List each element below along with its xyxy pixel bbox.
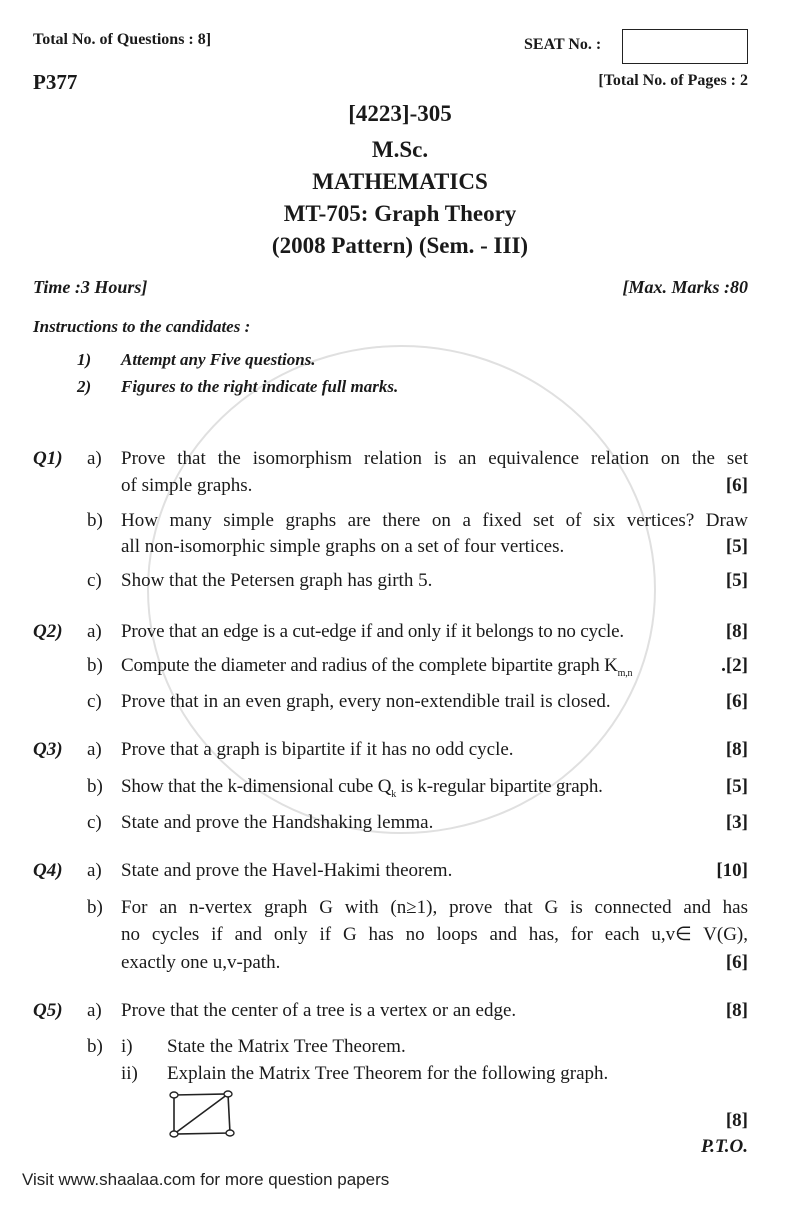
question-text: How many simple graphs are there on a fixed set of six vertices? Draw [121,510,748,531]
marks: [8] [725,1110,748,1131]
instructions-heading: Instructions to the candidates : [33,317,251,336]
part-label: b) [87,776,103,797]
seat-number-box [622,29,748,64]
total-questions: Total No. of Questions : 8] [33,31,212,48]
total-pages: [Total No. of Pages : 2 [598,72,748,89]
part-label: a) [87,739,102,760]
graph-vertex [170,1092,178,1098]
part-label: c) [87,812,102,833]
question-text: Prove that an edge is a cut-edge if and only if it belongs to no cycle. [121,621,624,642]
instruction-number: 2) [77,377,92,396]
marks: [6] [725,691,748,712]
question-text: of simple graphs. [121,475,253,496]
graph-vertex [170,1131,178,1137]
question-text: no cycles if and only if G has no loops and has, for each u,v∈ V(G), [121,924,748,945]
marks: [10] [716,860,748,881]
paper-code: P377 [33,70,78,94]
subject: MATHEMATICS [312,169,488,194]
marks: .[2] [721,655,748,676]
marks: [5] [725,536,748,557]
pto: P.T.O. [701,1136,748,1157]
subscript: k [391,788,397,800]
marks: [8] [725,621,748,642]
question-text: Prove that in an even graph, every non-extendible trail is closed. [121,691,611,712]
time: Time :3 Hours] [33,277,148,297]
marks: [6] [725,475,748,496]
question-text: For an n-vertex graph G with (n≥1), prove that G is connected and has [121,897,748,918]
part-label: a) [87,621,102,642]
exam-code: [4223]-305 [348,101,452,126]
question-text: Prove that the center of a tree is a vertex or an edge. [121,1000,517,1021]
subpart-label: i) [121,1036,133,1057]
marks: [8] [725,739,748,760]
question-text: Prove that the isomorphism relation is an equivalence relation on the set [121,448,748,469]
seat-label: SEAT No. : [524,36,602,53]
part-label: c) [87,570,102,591]
subscript: m,n [617,667,633,679]
part-label: a) [87,1000,102,1021]
graph-figure [166,1088,240,1138]
question-text: Show that the Petersen graph has girth 5. [121,570,433,591]
marks: [3] [725,812,748,833]
part-label: b) [87,1036,103,1057]
question-text: State the Matrix Tree Theorem. [167,1036,406,1057]
question-text: State and prove the Havel-Hakimi theorem. [121,860,453,881]
part-label: b) [87,510,103,531]
question-label: Q1) [33,448,63,469]
marks: [6] [725,952,748,973]
question-text: all non-isomorphic simple graphs on a set of four vertices. [121,536,565,557]
question-label: Q3) [33,739,63,760]
part-label: a) [87,860,102,881]
question-text: Explain the Matrix Tree Theorem for the following graph. [167,1063,609,1084]
part-label: a) [87,448,102,469]
degree: M.Sc. [371,137,429,162]
question-label: Q5) [33,1000,63,1021]
question-text: Compute the diameter and radius of the complete bipartite graph $K_{m,n}$ [121,655,633,679]
marks: [8] [725,1000,748,1021]
instruction-number: 1) [77,350,92,369]
question-label: Q4) [33,860,63,881]
part-label: b) [87,655,103,676]
instruction-text: Figures to the right indicate full marks. [121,377,399,396]
max-marks: [Max. Marks :80 [622,277,748,297]
part-label: b) [87,897,103,918]
question-text: State and prove the Handshaking lemma. [121,812,434,833]
footer-link[interactable]: Visit www.shaalaa.com for more question papers [22,1170,390,1189]
marks: [5] [725,776,748,797]
pattern: (2008 Pattern) (Sem. - III) [271,233,529,258]
graph-vertex [226,1130,234,1136]
subpart-label: ii) [121,1063,138,1084]
instruction-text: Attempt any Five questions. [121,350,316,369]
part-label: c) [87,691,102,712]
question-text: Show that the k-dimensional cube $Q_k$ is k-regular bipartite graph. [121,776,603,800]
graph-diagonal-edge [174,1094,228,1134]
question-text: exactly one u,v-path. [121,952,281,973]
question-label: Q2) [33,621,63,642]
marks: [5] [725,570,748,591]
course: MT-705: Graph Theory [283,201,517,226]
graph-vertex [224,1091,232,1097]
question-text: Prove that a graph is bipartite if it has no odd cycle. [121,739,514,760]
